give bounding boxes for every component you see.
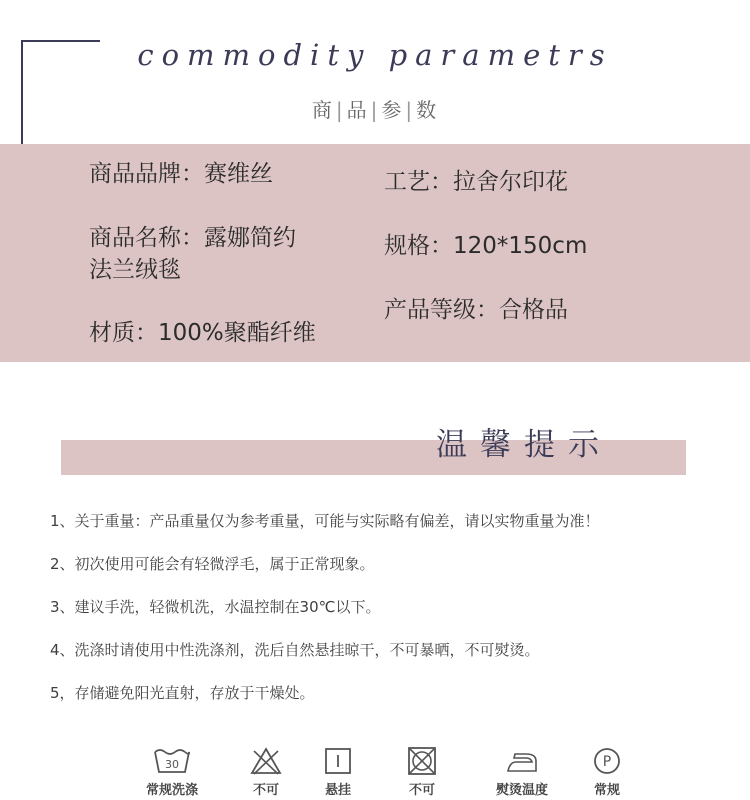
tip-item: 3、建议手洗，轻微机洗，水温控制在30℃以下。 (50, 598, 381, 616)
care-hang-dry: 悬挂 (298, 746, 378, 798)
care-wash: 30 常规洗涤 (132, 746, 212, 798)
title-english: commodity parametrs (137, 38, 613, 72)
param-name-line1: 商品名称：露娜简约 (89, 225, 296, 251)
param-name-line2: 法兰绒毯 (89, 257, 181, 283)
iron-temp-icon (502, 746, 542, 776)
param-brand: 商品品牌：赛维丝 (89, 161, 273, 187)
param-craft: 工艺：拉舍尔印花 (384, 169, 568, 195)
tip-item: 2、初次使用可能会有轻微浮毛，属于正常现象。 (50, 555, 375, 573)
title-chinese: 商 | 品 | 参 | 数 (311, 98, 439, 122)
care-no-bleach: 不可 (226, 746, 306, 798)
tip-item: 5，存储避免阳光直射，存放于干燥处。 (50, 684, 315, 702)
care-dry-clean: P 常规 (567, 746, 647, 798)
tip-item: 1、关于重量：产品重量仅为参考重量，可能与实际略有偏差，请以实物重量为准！ (50, 512, 600, 530)
care-iron-temp: 熨烫温度 (482, 746, 562, 798)
param-size: 规格：120*150cm (384, 233, 588, 259)
param-grade: 产品等级：合格品 (384, 297, 568, 323)
svg-text:30: 30 (165, 758, 179, 771)
dry-clean-p-icon (587, 746, 627, 776)
tips-title: 温馨提示 (436, 427, 612, 463)
param-material: 材质：100%聚酯纤维 (89, 320, 316, 346)
hang-dry-icon (318, 746, 358, 776)
care-no-tumble-dry: 不可 (382, 746, 462, 798)
no-tumble-dry-icon (402, 746, 442, 776)
svg-text:P: P (602, 754, 612, 770)
no-bleach-icon (246, 746, 286, 776)
tip-item: 4、洗涤时请使用中性洗涤剂，洗后自然悬挂晾干，不可暴晒，不可熨烫。 (50, 641, 540, 659)
wash-30-icon (152, 746, 192, 776)
